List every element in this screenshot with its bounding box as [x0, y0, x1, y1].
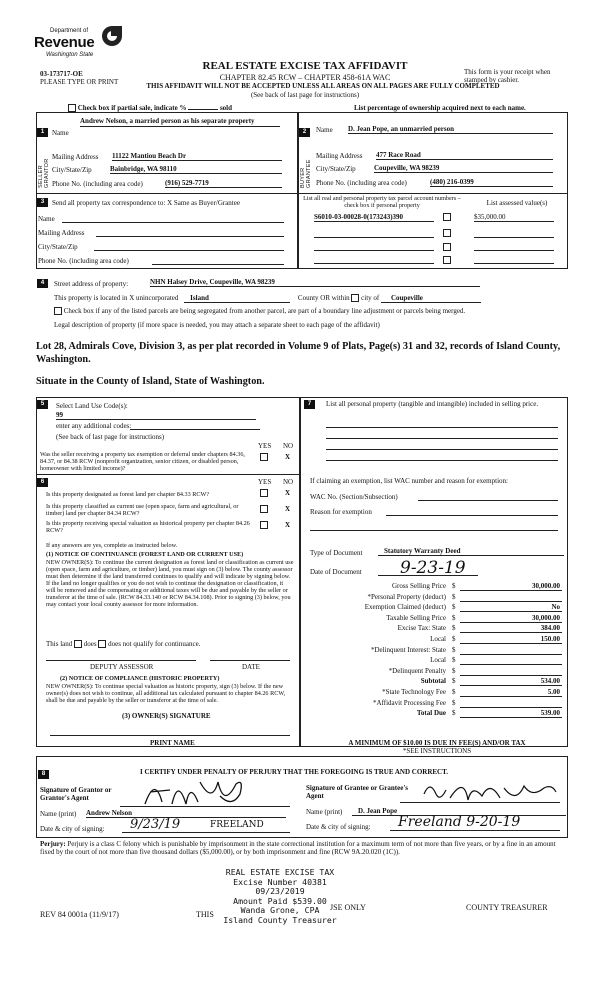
tax-row-line: [460, 601, 562, 602]
parcel-2-field[interactable]: [314, 237, 434, 238]
tax-row-dollar: $: [452, 635, 456, 643]
buyer-city[interactable]: Coupeville, WA 98239: [374, 164, 553, 173]
parcel-2-checkbox[interactable]: [443, 229, 451, 237]
tax-row-value[interactable]: 150.00: [540, 635, 560, 643]
seller-name-label: Name: [52, 129, 69, 137]
s6-yes-header: YES: [258, 478, 272, 486]
doc-type[interactable]: Statutory Warranty Deed: [378, 547, 564, 556]
grantee-name[interactable]: D. Jean Pope: [352, 807, 566, 816]
historic-yes-checkbox[interactable]: [260, 521, 268, 529]
grantee-date-label: Date & city of signing:: [306, 823, 371, 831]
see-back: (See back of last page for instructions): [250, 91, 360, 99]
s6-divider: [36, 474, 299, 475]
grantee-sig-label: Signature of Grantee or Grantee's Agent: [306, 784, 409, 800]
tax-row-line: [460, 685, 562, 686]
assessed-4-field[interactable]: [474, 263, 554, 264]
exemption-yes-checkbox[interactable]: [260, 453, 268, 461]
section-4-number: 4: [37, 279, 48, 288]
assessed-value[interactable]: $35,000.00: [474, 213, 554, 222]
does-not-label: does not qualify for continuance.: [108, 640, 201, 648]
stamp-line-1: REAL ESTATE EXCISE TAX: [225, 867, 335, 877]
historic-question: Is this property receiving special valuation as historical property per chapter 84.26 RCW?: [46, 520, 250, 534]
personal-prop-line-1[interactable]: [326, 427, 558, 428]
grantor-signature: [140, 774, 260, 810]
tax-row-label: *Delinquent Penalty: [388, 666, 446, 675]
tax-row-label: Taxable Selling Price: [386, 613, 446, 622]
current-use-question: Is this property classified as current use (open space, farm and agricultural, or timber) land per chapter 84.34 RCW?: [46, 503, 239, 517]
parcel-4-checkbox[interactable]: [443, 256, 451, 264]
dor-line1: Department of: [50, 28, 89, 34]
owner-signature-line[interactable]: [50, 735, 290, 736]
personal-prop-line-3[interactable]: [326, 449, 558, 450]
deputy-sig-line[interactable]: [46, 660, 196, 661]
additional-codes-field[interactable]: [130, 429, 260, 430]
grantor-date-line: [122, 832, 290, 833]
see-instructions: *SEE INSTRUCTIONS: [402, 747, 472, 755]
tax-row-label: *Delinquent Interest: State: [370, 645, 446, 654]
stamp-line-2: Excise Number 40381: [233, 876, 327, 887]
county-value[interactable]: Island: [184, 294, 290, 303]
legal-description: Lot 28, Admirals Cove, Division 3, as per plat recorded in Volume 9 of Plats, Page(s) 31 and 32, records of Island County, Washington.: [36, 341, 561, 365]
stamp-line-3: 09/23/2019: [255, 886, 305, 896]
grantee-name-label: Name (print): [306, 808, 343, 816]
grantor-date[interactable]: 9/23/19: [130, 817, 181, 832]
segregated-row: [54, 307, 465, 315]
tax-row-value[interactable]: 539.00: [540, 709, 560, 718]
tax-row-line: [460, 664, 562, 665]
seller-mailing-label: Mailing Address: [52, 153, 99, 161]
owner-signature-label: (3) OWNER(S) SIGNATURE: [122, 712, 211, 720]
tax-row-dollar: $: [452, 666, 456, 675]
current-use-yes-checkbox[interactable]: [260, 505, 268, 513]
this-land-label: This land: [46, 640, 73, 648]
tax-row-line: [460, 622, 562, 623]
section-7-number: 7: [304, 400, 315, 409]
seller-phone[interactable]: (916) 529-7719: [165, 179, 282, 188]
grantor-name-label: Name (print): [40, 810, 77, 818]
forest-question: Is this property designated as forest land per chapter 84.33 RCW?: [46, 491, 210, 498]
notice-compliance-text: NEW OWNER(S): To continue special valuation as historic property, sign (3) below. If the new owner(s) does not wish to continue, all additional tax calculated pursuant to chapter 84.26 RCW, shall be due and payable by the seller or transferor at the time of sale.: [46, 683, 286, 704]
forest-yes-checkbox[interactable]: [260, 489, 268, 497]
exemption-no[interactable]: X: [285, 453, 291, 461]
this-land-row: [46, 640, 200, 648]
tax-row-label: Local: [430, 656, 446, 665]
located-row: [54, 294, 566, 303]
tax-row-label: *State Technology Fee: [382, 688, 446, 696]
minimum-note: A MINIMUM OF $10.00 IS DUE IN FEE(S) AND/OR TAX: [348, 739, 526, 747]
tax-row-value[interactable]: No: [551, 603, 560, 612]
grantee-date-line: [390, 830, 560, 831]
personal-prop-line-2[interactable]: [326, 438, 558, 439]
parcel-header: List all real and personal property tax parcel account numbers – check box if personal property: [303, 195, 461, 209]
tax-row-label: Local: [430, 635, 446, 643]
section-8-number: 8: [38, 770, 49, 779]
tax-row-line: [460, 590, 562, 591]
does-label: does: [83, 640, 97, 648]
buyer-phone[interactable]: (480) 216-0399: [430, 178, 553, 187]
tax-row-label: Gross Selling Price: [391, 582, 446, 590]
dor-logo-icon: [102, 26, 122, 46]
tax-row-line: [460, 632, 562, 633]
situate-text: Situate in the County of Island, State of Washington.: [36, 376, 265, 387]
form-title: REAL ESTATE EXCISE TAX AFFIDAVIT: [202, 60, 408, 72]
grantee-signature: [420, 774, 560, 808]
assessed-header: List assessed value(s): [486, 199, 548, 207]
tax-row-line: [460, 696, 562, 697]
partial-sale-label: Check box if partial sale, indicate %: [77, 104, 187, 112]
assessed-2-field[interactable]: [474, 237, 554, 238]
list-pct-note: List percentage of ownership acquired next to each name.: [354, 104, 526, 112]
tax-row-dollar: $: [452, 677, 456, 686]
notice-continuance-text: NEW OWNER(S): To continue the current designation as forest land or classification as current use (open space, farm and agriculture, or timber) land, you must sign on (3) below. The county assessor must then determine if the land transferred continues to qualify and will indicate by signing below. If the land no longer qualifies or you do not wish to continue the designation or classification, it will be removed and the compensating or additional taxes will be due and payable by the seller or transferor at the time of sale. (RCW 84.33.140 or RCW 84.34.108). Prior to signing (3) below, you may contact your local county assessor for more information.: [46, 559, 294, 608]
section-6-number: 6: [37, 478, 48, 487]
use-only-label: JSE ONLY: [330, 903, 366, 912]
tax-row-line: [460, 654, 562, 655]
corr-name-label: Name: [38, 215, 55, 223]
stamp-line-4: Amount Paid $539.00: [233, 895, 327, 906]
section-2-number: 2: [299, 128, 310, 137]
grantor-sig-label: Signature of Grantor or Grantor's Agent: [40, 786, 112, 802]
grantor-city[interactable]: FREELAND: [210, 820, 264, 830]
certify-statement: I CERTIFY UNDER PENALTY OF PERJURY THAT THE FOREGOING IS TRUE AND CORRECT.: [140, 768, 449, 776]
wac-field[interactable]: [418, 500, 558, 501]
land-use-label: Select Land Use Code(s):: [56, 402, 128, 410]
legal-label: Legal description of property (if more space is needed, you may attach a separate sheet to each page of the affidavit): [54, 321, 380, 329]
corr-city-label: City/State/Zip: [38, 243, 78, 251]
dor-logo: [36, 24, 126, 64]
tax-row-value[interactable]: 384.00: [540, 624, 560, 633]
corr-mailing-field[interactable]: [96, 236, 284, 237]
correspondence-label: Send all property tax correspondence to:: [52, 199, 166, 207]
assessed-3-field[interactable]: [474, 250, 554, 251]
doc-date-label: Date of Document: [310, 568, 362, 576]
current-use-no[interactable]: X: [285, 505, 291, 513]
reason-field-1[interactable]: [386, 515, 558, 516]
corr-city-field[interactable]: [94, 250, 284, 251]
corr-phone-label: Phone No. (including area code): [38, 257, 129, 265]
city-value[interactable]: Coupeville: [381, 294, 481, 303]
seller-city[interactable]: Bainbridge, WA 98110: [110, 165, 282, 174]
perjury-label: Perjury:: [40, 840, 66, 848]
personal-prop-line-4[interactable]: [326, 460, 558, 461]
tax-row-dollar: $: [452, 698, 456, 707]
located-label: This property is located in: [54, 294, 128, 302]
seller-phone-label: Phone No. (including area code): [52, 180, 143, 188]
dor-line3: Washington State: [46, 52, 94, 58]
street-label: Street address of property:: [54, 280, 129, 288]
s6-no-header: NO: [283, 478, 294, 486]
partial-sale-pct[interactable]: [188, 109, 218, 110]
parcel-1-checkbox[interactable]: [443, 213, 451, 221]
seller-vertical-label: SELLER GRANTOR: [38, 158, 50, 188]
county-label: County OR within: [297, 294, 350, 302]
form-code: 03-173717-OE: [40, 70, 83, 78]
tax-row-dollar: $: [452, 709, 456, 718]
parcel-3-field[interactable]: [314, 250, 434, 251]
buyer-name[interactable]: D. Jean Pope, an unmarried person: [348, 125, 553, 134]
form-chapter: CHAPTER 82.45 RCW – CHAPTER 458-61A WAC: [219, 73, 391, 82]
tax-row-dollar: $: [452, 688, 456, 696]
exemption-question: Was the seller receiving a property tax exemption or deferral under chapters 84.36, 84.37, or 84.38 RCW (nonprofit organization, senior citizen, or disabled person, homeowner with limited income)?: [40, 451, 245, 472]
stamp-line-5: Wanda Grone, CPA: [240, 905, 320, 915]
seller-mailing[interactable]: 11122 Mantiou Beach Dr: [112, 152, 282, 161]
if-any-note: If any answers are yes, complete as instructed below.: [46, 542, 178, 549]
reason-field-2[interactable]: [310, 530, 558, 531]
perjury-text: Perjury is a class C felony which is punishable by imprisonment in the state correctional institution for a maximum term of not more than five years, or by a fine in an amount fixed by the court of not more than five thousand dollars ($5,000.00), or by both imprisonment and fine (RCW 9A.20.020 (1C)).: [40, 840, 556, 856]
deputy-date-label: DATE: [242, 663, 260, 671]
sold-label: sold: [219, 104, 233, 112]
forest-no[interactable]: X: [285, 489, 291, 497]
grantor-name[interactable]: Andrew Nelson: [86, 809, 286, 818]
seller-name[interactable]: Andrew Nelson, a married person as his separate property: [80, 117, 280, 127]
buyer-phone-label: Phone No. (including area code): [316, 179, 407, 187]
segregated-checkbox[interactable]: [54, 307, 62, 315]
city-of-label: city of: [361, 294, 380, 302]
tax-row-label: Excise Tax: State: [397, 624, 446, 633]
doc-type-label: Type of Document: [310, 549, 363, 557]
buyer-name-label: Name: [316, 126, 333, 134]
tax-row-label: *Personal Property (deduct): [367, 592, 446, 601]
buyer-vertical-label: BUYER GRANTEE: [300, 159, 312, 188]
tax-row-dollar: $: [452, 592, 456, 601]
tax-row-value[interactable]: 534.00: [540, 677, 560, 686]
wac-label: WAC No. (Section/Subsection): [310, 493, 398, 501]
additional-codes-label: enter any additional codes:: [56, 422, 132, 430]
does-checkbox[interactable]: [74, 640, 82, 648]
tax-row-label: Exemption Claimed (deduct): [364, 603, 446, 612]
parcel-3-checkbox[interactable]: [443, 243, 451, 251]
deputy-assessor-label: DEPUTY ASSESSOR: [90, 663, 154, 671]
s5-no-header: NO: [283, 442, 294, 450]
dor-line2: Revenue: [34, 34, 95, 51]
s5-yes-header: YES: [258, 442, 272, 450]
tax-row-line: [460, 707, 562, 708]
segregated-label: Check box if any of the listed parcels are being segregated from another parcel, are part of a boundary line adjustment or parcels being merged.: [63, 307, 466, 315]
tax-row-dollar: $: [452, 613, 456, 622]
does-not-checkbox[interactable]: [98, 640, 106, 648]
tax-row-label: Total Due: [416, 709, 446, 718]
tax-row-line: [460, 611, 562, 612]
city-checkbox[interactable]: [351, 294, 359, 302]
tax-row-dollar: $: [452, 603, 456, 612]
tax-row-label: Subtotal: [420, 677, 446, 686]
doc-date[interactable]: 9-23-19: [400, 558, 466, 578]
parcel-number[interactable]: S6010-03-00028-0(173243)390: [314, 213, 434, 222]
s5-see-back: (See back of last page for instructions): [56, 433, 165, 441]
grantee-date[interactable]: Freeland 9-20-19: [398, 814, 521, 830]
exemption-claim-label: If claiming an exemption, list WAC number and reason for exemption:: [310, 477, 508, 485]
tax-row-dollar: $: [452, 656, 456, 665]
unincorporated[interactable]: X unincorporated: [129, 294, 179, 302]
reason-label: Reason for exemption: [310, 508, 372, 516]
tax-row-dollar: $: [452, 645, 456, 654]
stamp-line-6: Island County Treasurer: [223, 914, 337, 925]
section-5-number: 5: [37, 400, 48, 409]
tax-row-value[interactable]: 30,000.00: [532, 613, 560, 622]
section-1-number: 1: [37, 128, 48, 137]
section-3-number: 3: [37, 198, 48, 207]
please-type: PLEASE TYPE OR PRINT: [40, 78, 119, 86]
receipt-note: This form is your receipt when stamped by cashier.: [464, 68, 551, 84]
seller-city-label: City/State/Zip: [52, 166, 92, 174]
tax-row-value[interactable]: 30,000.00: [532, 582, 560, 590]
personal-property-label: List all personal property (tangible and intangible) included in selling price.: [326, 400, 539, 408]
parcel-4-field[interactable]: [314, 263, 434, 264]
corr-phone-field[interactable]: [152, 264, 284, 265]
tax-row-label: *Affidavit Processing Fee: [373, 698, 446, 707]
correspondence-same[interactable]: X Same as Buyer/Grantee: [167, 199, 240, 207]
notice-continuance-title: (1) NOTICE OF CONTINUANCE (FOREST LAND OR CURRENT USE): [46, 551, 244, 558]
county-treasurer-label: COUNTY TREASURER: [466, 903, 548, 912]
this-label: THIS: [196, 910, 214, 919]
rev-code: REV 84 0001a (11/9/17): [40, 910, 119, 919]
buyer-city-label: City/State/Zip: [316, 165, 356, 173]
land-use-code[interactable]: 99: [56, 411, 256, 420]
tax-row-line: [460, 717, 562, 718]
historic-no[interactable]: X: [285, 521, 291, 529]
excise-stamp: [200, 868, 360, 925]
grantor-date-label: Date & city of signing:: [40, 825, 105, 833]
notice-compliance-title: (2) NOTICE OF COMPLIANCE (HISTORIC PROPERTY): [60, 675, 220, 682]
corr-mailing-label: Mailing Address: [38, 229, 85, 237]
correspondence-row: [52, 199, 240, 207]
tax-row-value[interactable]: 5.00: [547, 688, 560, 696]
deputy-date-line[interactable]: [210, 660, 290, 661]
perjury-note: [40, 840, 564, 856]
corr-name-field[interactable]: [62, 222, 284, 223]
buyer-mailing-label: Mailing Address: [316, 152, 363, 160]
tax-row-line: [460, 643, 562, 644]
tax-row-dollar: $: [452, 624, 456, 633]
form-warning: THIS AFFIDAVIT WILL NOT BE ACCEPTED UNLESS ALL AREAS ON ALL PAGES ARE FULLY COMPLETED: [146, 82, 500, 90]
street-address[interactable]: NHN Halsey Drive, Coupeville, WA 98239: [150, 278, 480, 287]
tax-row-line: [460, 675, 562, 676]
buyer-mailing[interactable]: 477 Race Road: [376, 151, 553, 160]
print-name-label: PRINT NAME: [150, 739, 195, 747]
tax-row-dollar: $: [452, 582, 456, 590]
